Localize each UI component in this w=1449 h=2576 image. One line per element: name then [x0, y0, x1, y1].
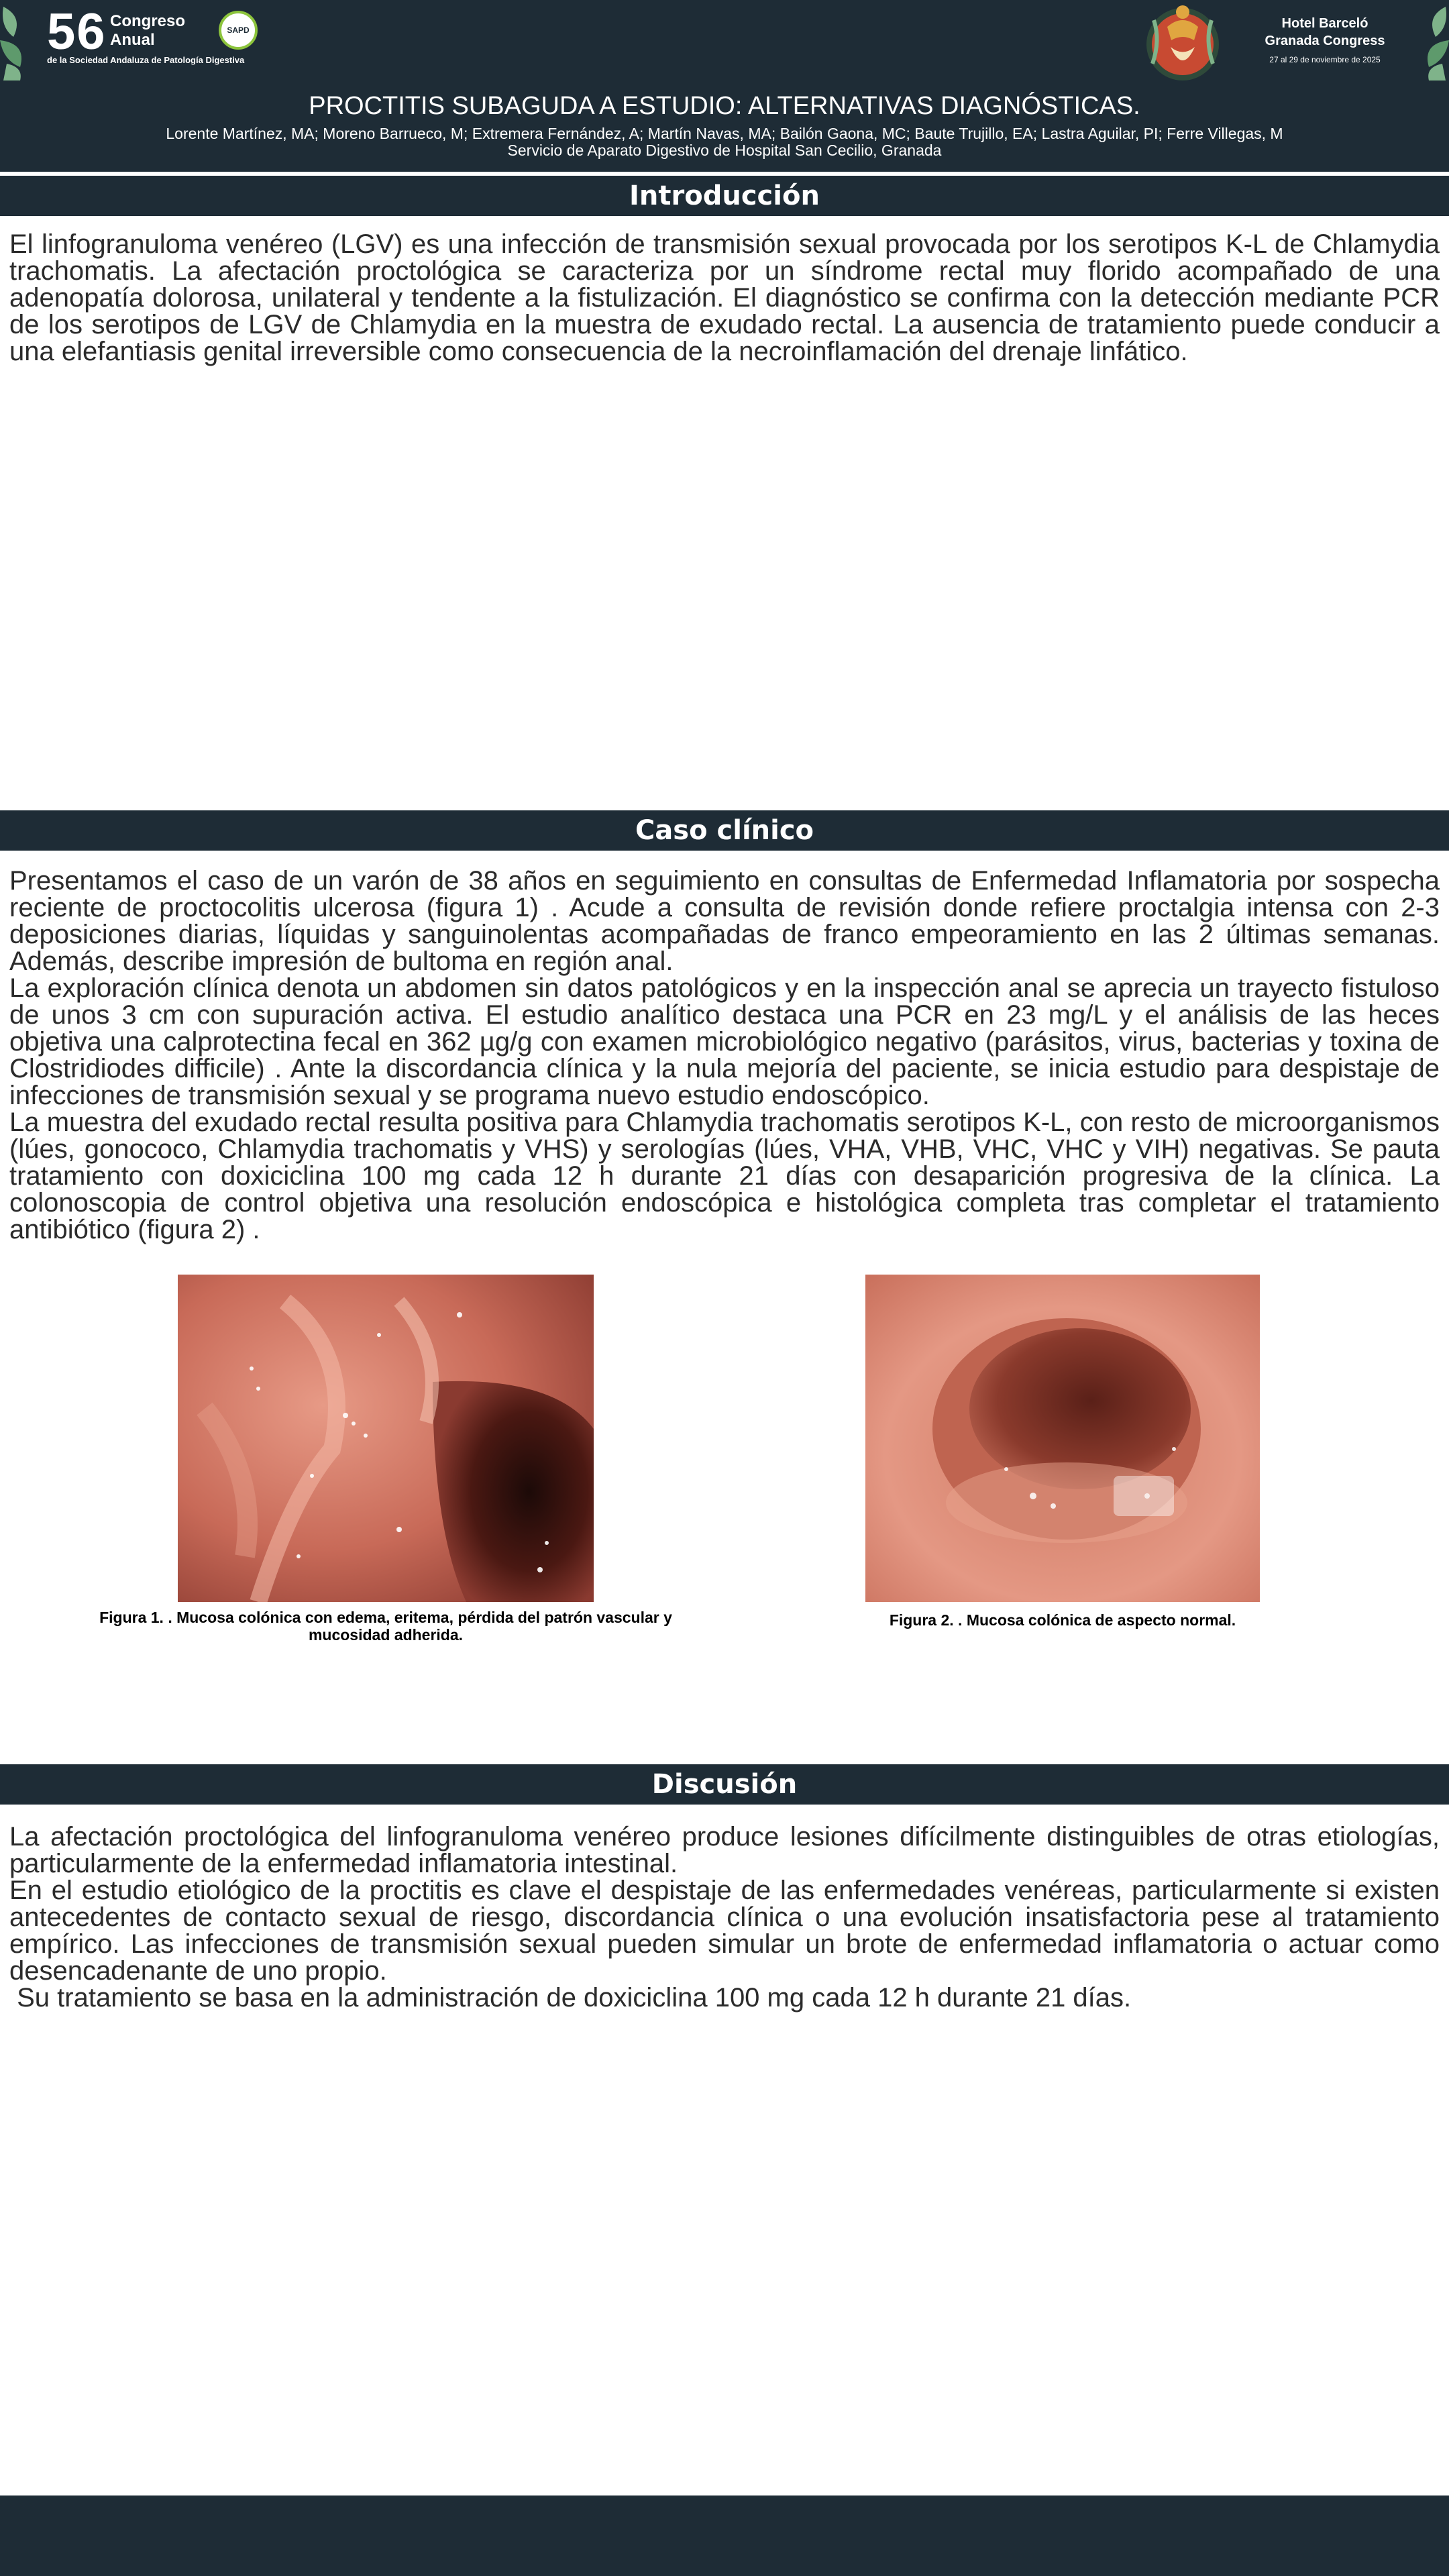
discussion-paragraph-2: En el estudio etiológico de la proctitis es clave el despistaje de las enfermedades venéreas, particularmente si existen antecedentes de contacto sexual de riesgo, discordancia clínica o una evolución insatisfactoria pese al tratamiento empírico. Las infecciones de transmisión sexual pueden simular un brote de enfermedad inflamatoria o actuar como desencadenante de uno propio. [9, 1876, 1440, 1986]
figure-1-image [178, 1275, 594, 1602]
intro-text [9, 231, 1440, 365]
leaf-decoration-left-icon [0, 0, 40, 80]
section-heading-discusion: Discusión [0, 1764, 1449, 1805]
figure-1-caption: Figura 1. . Mucosa colónica con edema, eritema, pérdida del patrón vascular y mucosidad adherida. [99, 1609, 672, 1644]
congress-label-line-2: Anual [110, 31, 155, 49]
poster-header [0, 0, 1449, 172]
case-paragraph-3: La muestra del exudado rectal resulta positiva para Chlamydia trachomatis serotipos K-L, con resto de microorganismos (lúes, gonococo, Chlamydia trachomatis y VHS) y serologías (lúes, VHA, VHB, VHC, VHC y VIH) negativas. Se pauta tratamiento con doxiciclina 100 mg cada 12 h durante 21 días con desaparición progresiva de la clínica. La colonoscopia de control objetiva una resolución endoscópica e histológica completa tras completar el tratamiento antibiótico (figura 2) . [9, 1108, 1440, 1244]
congress-dates: 27 al 29 de noviembre de 2025 [1269, 55, 1381, 64]
congress-label-line-1: Congreso [110, 12, 186, 30]
intro-paragraph: El linfogranuloma venéreo (LGV) es una infección de transmisión sexual provocada por los serotipos K-L de Chlamydia trachomatis. La afectación proctológica se caracteriza por un síndrome rectal muy florido acompañado de una adenopatía dolorosa, unilateral y tendente a la fistulización. El diagnóstico se confirma con la detección mediante PCR de los serotipos de LGV de Chlamydia en la muestra de exudado rectal. La ausencia de tratamiento puede conducir a una elefantiasis genital irreversible como consecuencia de la necroinflamación del drenaje linfático. [9, 229, 1440, 366]
discussion-text [9, 1823, 1440, 2011]
case-paragraph-2: La exploración clínica denota un abdomen sin datos patológicos y en la inspección anal se aprecia un trayecto fistuloso de unos 3 cm con supuración activa. El estudio analítico destaca una PCR en 23 mg/L y el análisis de las heces objetiva una calprotectina fecal en 362 µg/g con examen microbiológico negativo (parásitos, virus, bacterias y toxina de Clostridiodes difficile) . Ante la discordancia clínica y la nula mejoría del paciente, se inicia estudio para despistaje de infecciones de transmisión sexual y se programa nuevo estudio endoscópico. [9, 973, 1440, 1110]
venue-line-1: Hotel Barceló [1281, 16, 1368, 31]
poster-footer [0, 2496, 1449, 2576]
venue-block [1248, 15, 1402, 64]
section-heading-introduccion: Introducción [0, 176, 1449, 216]
venue-line-2: Granada Congress [1265, 34, 1385, 48]
figure-2-image [865, 1275, 1260, 1602]
congress-label [110, 12, 185, 50]
poster-affiliation: Servicio de Aparato Digestivo de Hospital San Cecilio, Granada [507, 142, 942, 159]
congress-number: 56 [47, 3, 107, 60]
discussion-paragraph-1: La afectación proctológica del linfogranuloma venéreo produce lesiones difícilmente distinguibles de otras etiologías, particularmente de la enfermedad inflamatoria intestinal. [9, 1822, 1440, 1878]
section-heading-caso-clinico: Caso clínico [0, 810, 1449, 851]
figure-2-caption: Figura 2. . Mucosa colónica de aspecto normal. [889, 1611, 1236, 1629]
society-name: de la Sociedad Andaluza de Patología Digestiva [47, 55, 245, 65]
granada-emblem-icon [1140, 0, 1225, 85]
poster-title: PROCTITIS SUBAGUDA A ESTUDIO: ALTERNATIVAS DIAGNÓSTICAS. [309, 92, 1140, 120]
case-text [9, 867, 1440, 1243]
sapd-logo-text: SAPD [227, 25, 250, 35]
leaf-decoration-right-icon [1409, 0, 1449, 80]
discussion-paragraph-3: Su tratamiento se basa en la administración de doxiciclina 100 mg cada 12 h durante 21 días. [9, 1983, 1132, 2012]
poster-authors: Lorente Martínez, MA; Moreno Barrueco, M; Extremera Fernández, A; Martín Navas, MA; Bailón Gaona, MC; Baute Trujillo, EA; Lastra Aguilar, PI; Ferre Villegas, M [166, 125, 1283, 142]
case-paragraph-1: Presentamos el caso de un varón de 38 años en seguimiento en consultas de Enfermedad Inflamatoria por sospecha reciente de proctocolitis ulcerosa (figura 1) . Acude a consulta de revisión donde refiere proctalgia intensa con 2-3 deposiciones diarias, líquidas y sanguinolentas acompañadas de franco empeoramiento en las 2 últimas semanas. Además, describe impresión de bultoma en región anal. [9, 866, 1440, 976]
sapd-logo [219, 11, 258, 50]
